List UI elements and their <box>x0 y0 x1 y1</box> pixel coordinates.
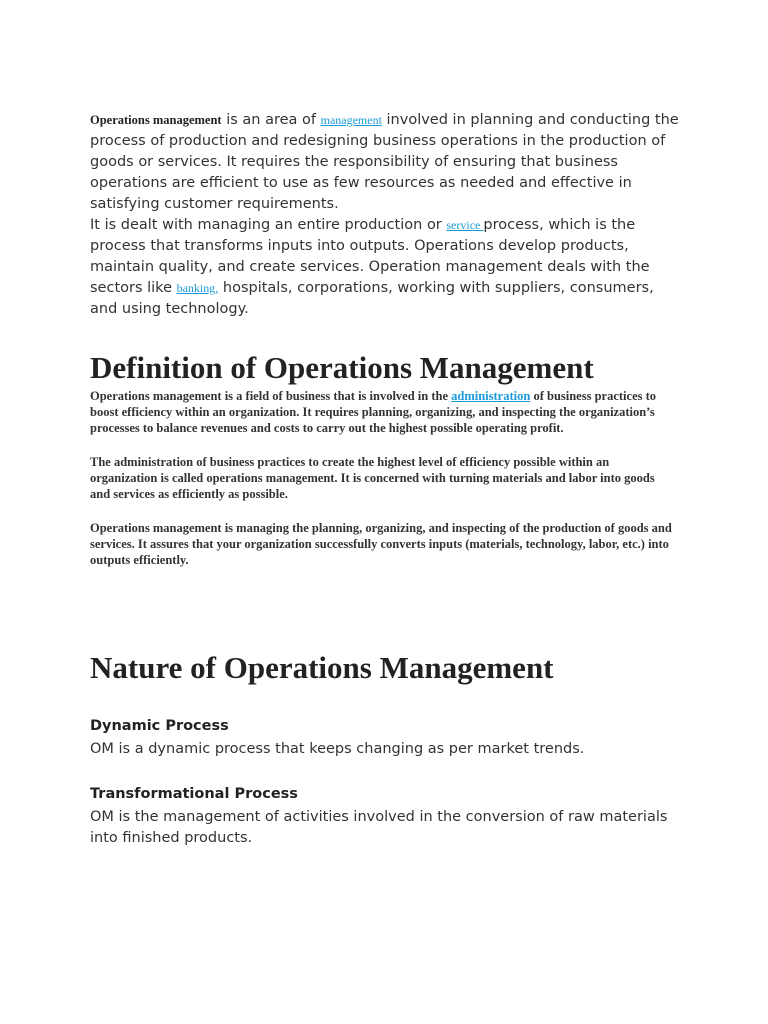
nature-section <box>90 650 690 849</box>
management-link[interactable]: management <box>320 113 382 127</box>
banking-link[interactable]: banking, <box>176 281 219 295</box>
intro-paragraph-1 <box>90 110 680 215</box>
nature-item <box>90 716 690 760</box>
intro-section <box>90 110 690 320</box>
definition-heading: Definition of Operations Management <box>90 350 594 385</box>
intro-text: process, which is the process that transforms inputs into outputs. Operations develop products, maintain quality, and create services. Operation management deals with the sectors like <box>90 217 650 296</box>
definition-section <box>90 350 690 568</box>
nature-item <box>90 784 690 849</box>
intro-text: hospitals, corporations, working with suppliers, consumers, and using technology. <box>90 280 654 317</box>
intro-paragraph-2 <box>90 215 682 320</box>
definition-text: of business practices to boost efficiency within an organization. It requires planning, organizing, and inspecting the organization’s processes to balance revenues and costs to carry out the highest possible operating profit. <box>90 389 657 435</box>
intro-text: It is dealt with managing an entire production or <box>90 217 447 233</box>
intro-text: involved in planning and conducting the process of production and redesigning business operations in the production of goods or services. It requires the responsibility of ensuring that business operations are efficient to use as few resources as needed and effective in satisfying customer requirements. <box>90 112 679 212</box>
service-link[interactable]: service <box>446 218 484 232</box>
nature-item-title: Dynamic Process <box>90 718 229 734</box>
nature-item-text: OM is the management of activities involved in the conversion of raw materials into finished products. <box>90 809 668 846</box>
nature-heading: Nature of Operations Management <box>90 650 554 685</box>
administration-link[interactable]: administration <box>451 389 531 403</box>
nature-item-title: Transformational Process <box>90 786 298 802</box>
definition-text: Operations management is a field of business that is involved in the <box>90 389 452 403</box>
definition-paragraph-3: Operations management is managing the planning, organizing, and inspecting of the production of goods and services. It assures that your organization successfully converts inputs (materials, technology, labor, etc.) into outputs efficiently. <box>90 521 672 567</box>
definition-paragraph-2: The administration of business practices to create the highest level of efficiency possible within an organization is called operations management. It is concerned with turning materials and labor into goods and services as efficiently as possible. <box>90 455 655 501</box>
intro-text: is an area of <box>221 112 321 128</box>
nature-item-text: OM is a dynamic process that keeps changing as per market trends. <box>90 741 585 757</box>
definition-paragraph-1 <box>90 388 680 436</box>
intro-lead-term: Operations management <box>90 113 222 127</box>
document-body <box>90 110 690 568</box>
